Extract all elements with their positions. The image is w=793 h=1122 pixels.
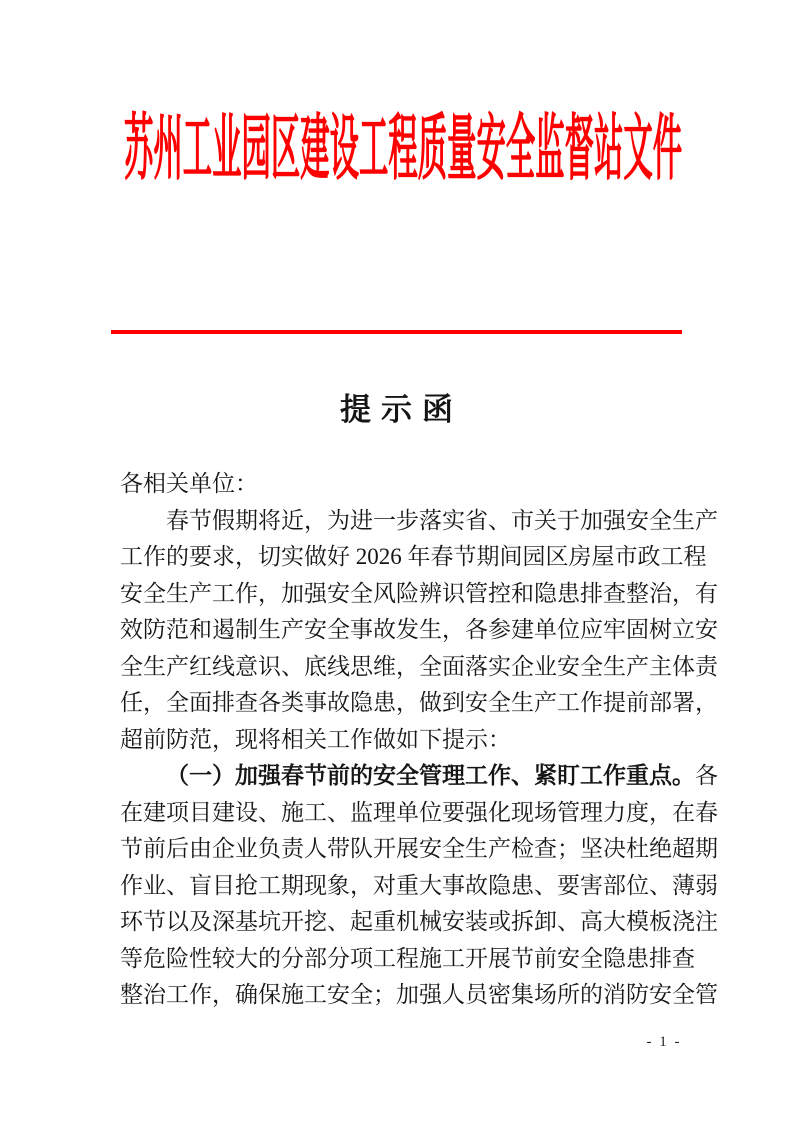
body-text-line: 整治工作，确保施工安全；加强人员密集场所的消防安全管 [120, 982, 718, 1007]
body-text-line: 效防范和遏制生产安全事故发生，各参建单位应牢固树立安 [120, 617, 718, 642]
agency-letterhead-title: 苏州工业园区建设工程质量安全监督站文件 [124, 109, 683, 189]
body-text-line: 超前防范，现将相关工作做如下提示： [120, 726, 511, 752]
section-heading-bold: （一）加强春节前的安全管理工作、紧盯工作重点。 [166, 763, 695, 788]
body-text-line: 工作的要求，切实做好 2026 年春节期间园区房屋市政工程 [120, 544, 707, 569]
body-text-line: 作业、盲目抢工期现象，对重大事故隐患、要害部位、薄弱 [120, 872, 718, 898]
salutation-line: 各相关单位： [120, 471, 258, 496]
section-heading-rest: 各 [695, 763, 718, 788]
document-title: 提示函 [340, 392, 463, 427]
body-text-line: 在建项目建设、施工、监理单位要强化现场管理力度，在春 [120, 799, 718, 825]
body-text-line [120, 758, 718, 795]
body-text-line: 全生产红线意识、底线思维，全面落实企业安全生产主体责 [120, 653, 718, 679]
document-body [120, 466, 718, 1014]
body-text-line: 等危险性较大的分部分项工程施工开展节前安全隐患排查 [120, 945, 695, 971]
body-text-line: 春节假期将近，为进一步落实省、市关于加强安全生产 [166, 507, 718, 533]
body-text-line: 任，全面排查各类事故隐患，做到安全生产工作提前部署， [120, 690, 718, 715]
body-text-line: 安全生产工作，加强安全风险辨识管控和隐患排查整治，有 [120, 580, 718, 606]
page-number: - 1 - [646, 1034, 682, 1050]
red-divider-line [111, 330, 682, 334]
body-text-line: 节前后由企业负责人带队开展安全生产检查；坚决杜绝超期 [120, 836, 718, 861]
body-text-line: 环节以及深基坑开挖、起重机械安装或拆卸、高大模板浇注 [120, 909, 718, 934]
